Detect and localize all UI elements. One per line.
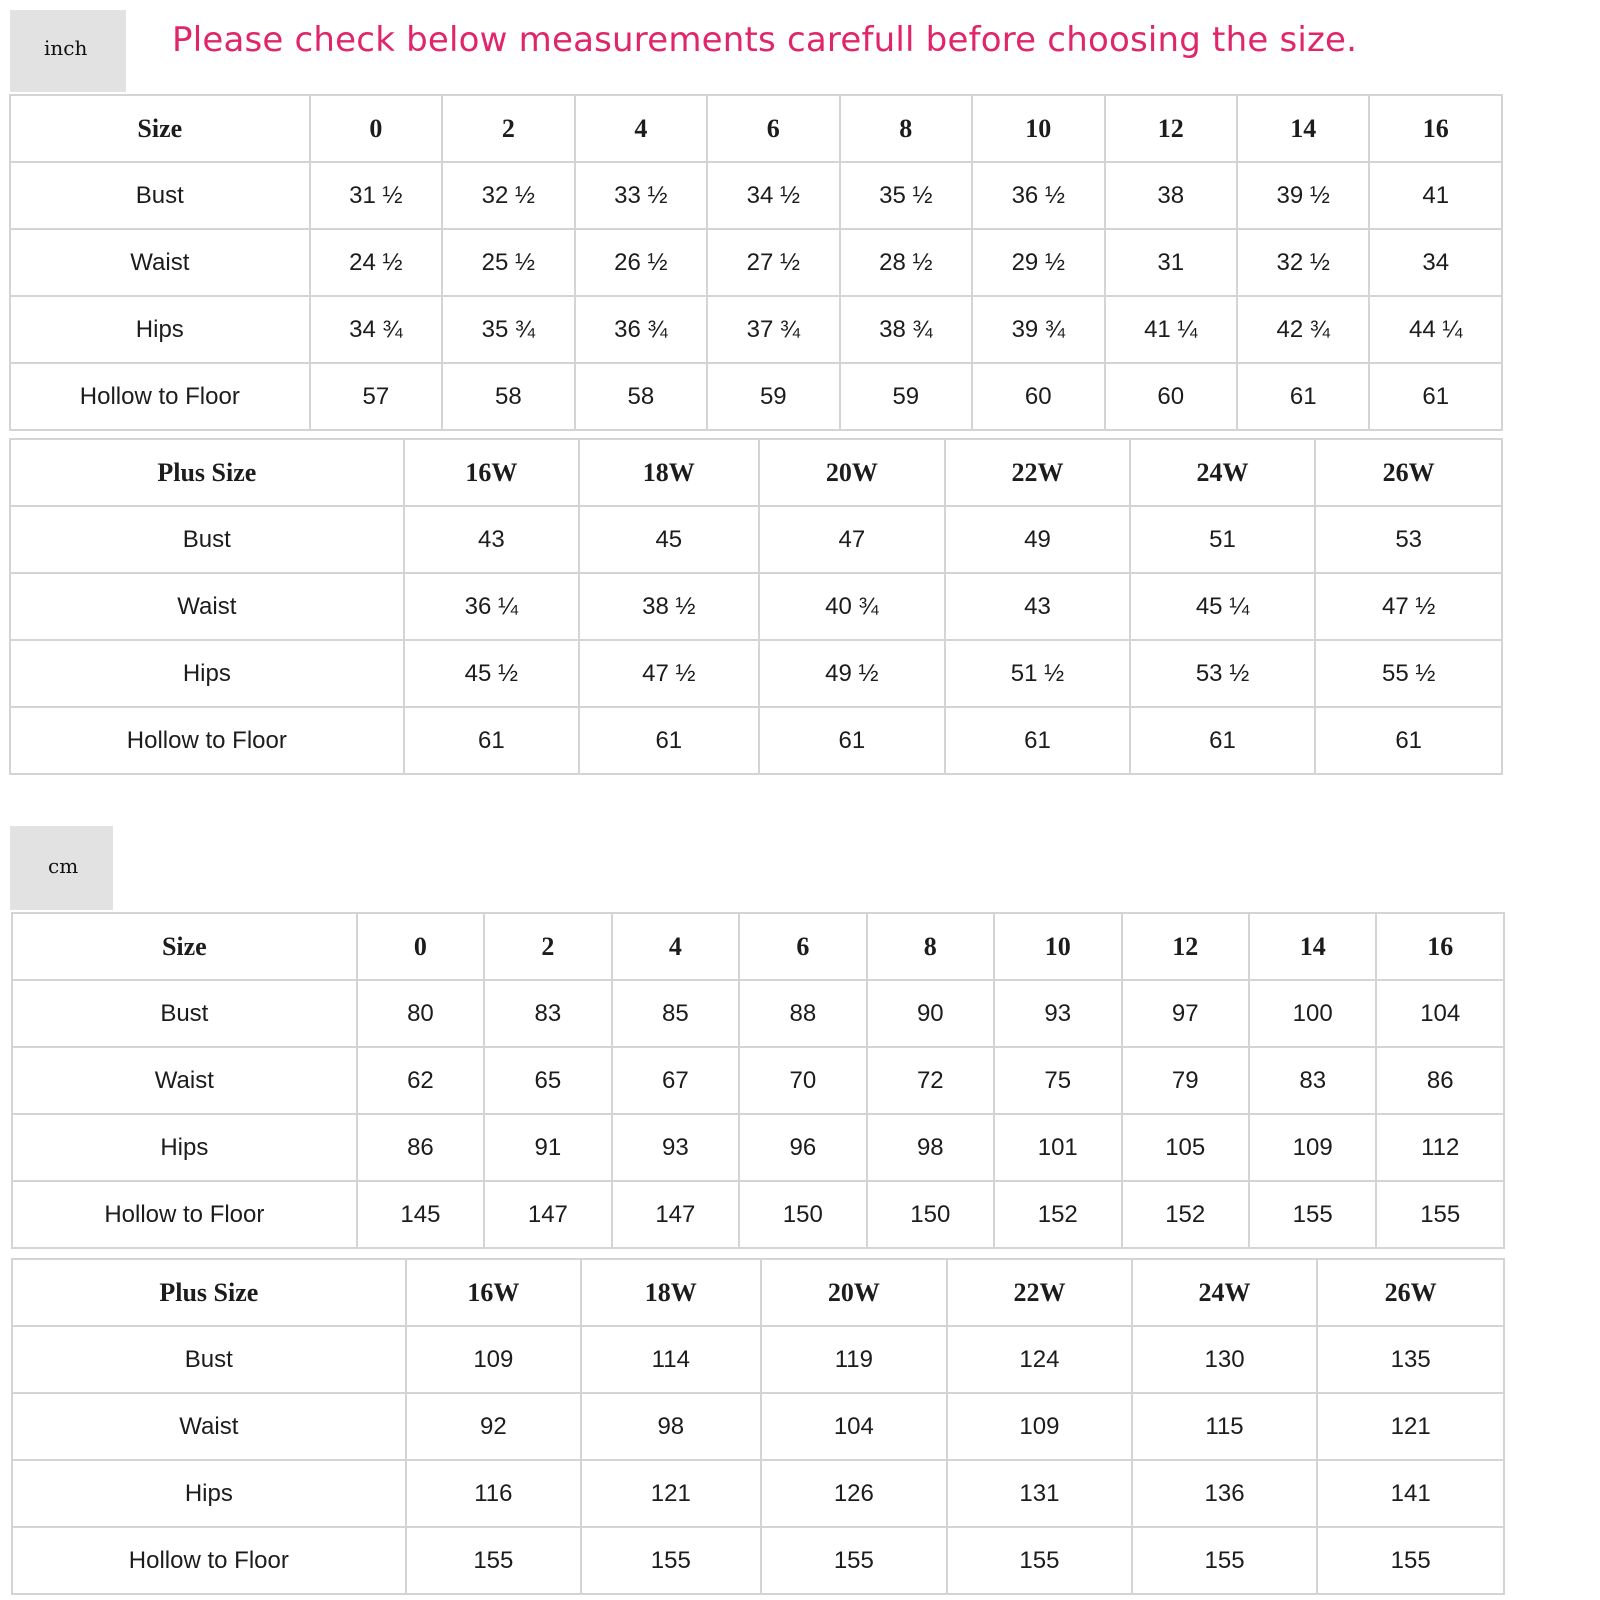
size-header-cell: 16W: [404, 439, 579, 506]
measurement-label: Hips: [10, 640, 404, 707]
measurement-value: 35 ¾: [442, 296, 574, 363]
size-header-label: Size: [12, 913, 357, 980]
measurement-value: 38 ¾: [840, 296, 972, 363]
size-header-cell: 26W: [1317, 1259, 1504, 1326]
measurement-value: 39 ½: [1237, 162, 1369, 229]
unit-tab-cm: [10, 826, 113, 910]
measurement-row: [12, 1326, 1504, 1393]
measurement-value: 33 ½: [575, 162, 707, 229]
measurement-value: 31: [1105, 229, 1237, 296]
measurement-value: 29 ½: [972, 229, 1104, 296]
measurement-value: 51: [1130, 506, 1316, 573]
size-header-cell: 18W: [579, 439, 758, 506]
unit-tab-label: inch: [44, 36, 88, 60]
size-header-cell: 8: [840, 95, 972, 162]
measurement-value: 80: [357, 980, 484, 1047]
size-header-label: Plus Size: [12, 1259, 406, 1326]
measurement-value: 61: [1130, 707, 1316, 774]
measurement-value: 93: [612, 1114, 739, 1181]
measurement-value: 104: [761, 1393, 948, 1460]
measurement-label: Hollow to Floor: [10, 363, 310, 430]
measurement-value: 35 ½: [840, 162, 972, 229]
measurement-label: Bust: [12, 980, 357, 1047]
measurement-value: 25 ½: [442, 229, 574, 296]
measurement-value: 32 ½: [1237, 229, 1369, 296]
measurement-value: 79: [1122, 1047, 1249, 1114]
measurement-value: 42 ¾: [1237, 296, 1369, 363]
measurement-value: 91: [484, 1114, 611, 1181]
measurement-label: Waist: [10, 573, 404, 640]
measurement-value: 121: [1317, 1393, 1504, 1460]
measurement-value: 36 ¼: [404, 573, 579, 640]
measurement-value: 121: [581, 1460, 760, 1527]
measurement-value: 119: [761, 1326, 948, 1393]
measurement-value: 86: [357, 1114, 484, 1181]
measurement-value: 59: [707, 363, 839, 430]
measurement-value: 62: [357, 1047, 484, 1114]
size-header-row: [10, 95, 1502, 162]
measurement-value: 104: [1376, 980, 1504, 1047]
measurement-value: 39 ¾: [972, 296, 1104, 363]
measurement-row: [10, 162, 1502, 229]
measurement-row: [10, 573, 1502, 640]
measurement-value: 105: [1122, 1114, 1249, 1181]
measurement-value: 150: [867, 1181, 994, 1248]
size-header-cell: 22W: [945, 439, 1130, 506]
measurement-row: [12, 1393, 1504, 1460]
measurement-label: Hollow to Floor: [12, 1181, 357, 1248]
measurement-value: 147: [484, 1181, 611, 1248]
measurement-value: 61: [404, 707, 579, 774]
measurement-notice: Please check below measurements carefull before choosing the size.: [172, 20, 1358, 60]
measurement-label: Hollow to Floor: [12, 1527, 406, 1594]
measurement-value: 24 ½: [310, 229, 442, 296]
size-header-label: Size: [10, 95, 310, 162]
measurement-value: 57: [310, 363, 442, 430]
measurement-value: 61: [759, 707, 946, 774]
measurement-value: 114: [581, 1326, 760, 1393]
size-header-cell: 16W: [406, 1259, 581, 1326]
measurement-value: 86: [1376, 1047, 1504, 1114]
measurement-value: 90: [867, 980, 994, 1047]
size-header-cell: 16: [1369, 95, 1502, 162]
measurement-label: Bust: [12, 1326, 406, 1393]
measurement-value: 34: [1369, 229, 1502, 296]
size-header-cell: 26W: [1315, 439, 1502, 506]
measurement-value: 96: [739, 1114, 866, 1181]
measurement-value: 155: [581, 1527, 760, 1594]
measurement-value: 126: [761, 1460, 948, 1527]
measurement-value: 38 ½: [579, 573, 758, 640]
measurement-value: 53 ½: [1130, 640, 1316, 707]
measurement-value: 92: [406, 1393, 581, 1460]
size-header-row: [12, 913, 1504, 980]
measurement-row: [10, 707, 1502, 774]
inch-standard-size-table: [9, 94, 1503, 431]
measurement-label: Bust: [10, 162, 310, 229]
size-header-cell: 4: [575, 95, 707, 162]
measurement-value: 83: [1249, 1047, 1376, 1114]
measurement-value: 150: [739, 1181, 866, 1248]
measurement-value: 98: [581, 1393, 760, 1460]
measurement-row: [10, 363, 1502, 430]
measurement-value: 155: [1376, 1181, 1504, 1248]
measurement-value: 98: [867, 1114, 994, 1181]
measurement-value: 49: [945, 506, 1130, 573]
size-header-row: [12, 1259, 1504, 1326]
size-header-cell: 8: [867, 913, 994, 980]
measurement-value: 155: [947, 1527, 1132, 1594]
measurement-value: 61: [1369, 363, 1502, 430]
measurement-label: Hips: [10, 296, 310, 363]
measurement-value: 152: [994, 1181, 1121, 1248]
inch-plus-size-table: [9, 438, 1503, 775]
measurement-value: 36 ¾: [575, 296, 707, 363]
measurement-value: 49 ½: [759, 640, 946, 707]
measurement-row: [10, 640, 1502, 707]
measurement-value: 152: [1122, 1181, 1249, 1248]
measurement-value: 145: [357, 1181, 484, 1248]
measurement-value: 58: [575, 363, 707, 430]
measurement-value: 44 ¼: [1369, 296, 1502, 363]
measurement-row: [12, 1181, 1504, 1248]
measurement-value: 37 ¾: [707, 296, 839, 363]
measurement-value: 112: [1376, 1114, 1504, 1181]
measurement-value: 65: [484, 1047, 611, 1114]
cm-plus-size-table: [11, 1258, 1505, 1595]
measurement-value: 60: [972, 363, 1104, 430]
size-header-cell: 18W: [581, 1259, 760, 1326]
measurement-value: 147: [612, 1181, 739, 1248]
measurement-value: 141: [1317, 1460, 1504, 1527]
size-header-cell: 10: [994, 913, 1121, 980]
measurement-value: 41 ¼: [1105, 296, 1237, 363]
size-header-cell: 4: [612, 913, 739, 980]
measurement-value: 61: [945, 707, 1130, 774]
size-header-cell: 2: [484, 913, 611, 980]
measurement-row: [10, 229, 1502, 296]
measurement-value: 61: [1315, 707, 1502, 774]
measurement-value: 135: [1317, 1326, 1504, 1393]
measurement-value: 115: [1132, 1393, 1318, 1460]
measurement-value: 101: [994, 1114, 1121, 1181]
size-header-cell: 24W: [1132, 1259, 1318, 1326]
size-header-cell: 14: [1249, 913, 1376, 980]
measurement-value: 32 ½: [442, 162, 574, 229]
measurement-value: 34 ½: [707, 162, 839, 229]
size-header-cell: 2: [442, 95, 574, 162]
size-header-cell: 0: [310, 95, 442, 162]
size-header-cell: 12: [1122, 913, 1249, 980]
measurement-value: 155: [1317, 1527, 1504, 1594]
size-header-cell: 22W: [947, 1259, 1132, 1326]
measurement-value: 83: [484, 980, 611, 1047]
measurement-value: 34 ¾: [310, 296, 442, 363]
size-header-cell: 6: [739, 913, 866, 980]
measurement-value: 36 ½: [972, 162, 1104, 229]
measurement-row: [12, 980, 1504, 1047]
measurement-value: 61: [1237, 363, 1369, 430]
measurement-label: Hollow to Floor: [10, 707, 404, 774]
measurement-row: [10, 296, 1502, 363]
measurement-value: 58: [442, 363, 574, 430]
size-header-cell: 20W: [761, 1259, 948, 1326]
measurement-value: 38: [1105, 162, 1237, 229]
measurement-value: 155: [406, 1527, 581, 1594]
measurement-value: 26 ½: [575, 229, 707, 296]
cm-standard-size-table: [11, 912, 1505, 1249]
size-header-cell: 14: [1237, 95, 1369, 162]
measurement-label: Bust: [10, 506, 404, 573]
measurement-value: 109: [947, 1393, 1132, 1460]
measurement-label: Hips: [12, 1460, 406, 1527]
measurement-value: 131: [947, 1460, 1132, 1527]
measurement-value: 47: [759, 506, 946, 573]
measurement-value: 109: [1249, 1114, 1376, 1181]
measurement-value: 155: [1132, 1527, 1318, 1594]
measurement-label: Waist: [10, 229, 310, 296]
measurement-value: 51 ½: [945, 640, 1130, 707]
size-header-cell: 10: [972, 95, 1104, 162]
measurement-row: [12, 1114, 1504, 1181]
measurement-value: 31 ½: [310, 162, 442, 229]
measurement-value: 55 ½: [1315, 640, 1502, 707]
measurement-value: 67: [612, 1047, 739, 1114]
measurement-value: 124: [947, 1326, 1132, 1393]
measurement-value: 41: [1369, 162, 1502, 229]
measurement-value: 45: [579, 506, 758, 573]
measurement-value: 60: [1105, 363, 1237, 430]
measurement-value: 47 ½: [579, 640, 758, 707]
measurement-value: 116: [406, 1460, 581, 1527]
size-header-cell: 12: [1105, 95, 1237, 162]
measurement-value: 70: [739, 1047, 866, 1114]
measurement-row: [12, 1460, 1504, 1527]
measurement-value: 61: [579, 707, 758, 774]
size-header-label: Plus Size: [10, 439, 404, 506]
measurement-value: 155: [1249, 1181, 1376, 1248]
measurement-label: Waist: [12, 1047, 357, 1114]
size-header-row: [10, 439, 1502, 506]
measurement-value: 85: [612, 980, 739, 1047]
measurement-value: 130: [1132, 1326, 1318, 1393]
measurement-label: Hips: [12, 1114, 357, 1181]
unit-tab-inch: [10, 10, 126, 92]
measurement-value: 75: [994, 1047, 1121, 1114]
measurement-value: 27 ½: [707, 229, 839, 296]
measurement-value: 43: [945, 573, 1130, 640]
measurement-value: 100: [1249, 980, 1376, 1047]
size-header-cell: 16: [1376, 913, 1504, 980]
measurement-value: 43: [404, 506, 579, 573]
measurement-value: 93: [994, 980, 1121, 1047]
measurement-value: 59: [840, 363, 972, 430]
measurement-value: 136: [1132, 1460, 1318, 1527]
size-header-cell: 20W: [759, 439, 946, 506]
measurement-value: 45 ¼: [1130, 573, 1316, 640]
measurement-value: 45 ½: [404, 640, 579, 707]
measurement-value: 53: [1315, 506, 1502, 573]
measurement-row: [12, 1527, 1504, 1594]
measurement-value: 72: [867, 1047, 994, 1114]
measurement-value: 40 ¾: [759, 573, 946, 640]
measurement-value: 97: [1122, 980, 1249, 1047]
measurement-value: 28 ½: [840, 229, 972, 296]
measurement-label: Waist: [12, 1393, 406, 1460]
measurement-value: 47 ½: [1315, 573, 1502, 640]
measurement-value: 155: [761, 1527, 948, 1594]
measurement-row: [10, 506, 1502, 573]
unit-tab-label: cm: [48, 854, 79, 878]
measurement-value: 109: [406, 1326, 581, 1393]
size-header-cell: 6: [707, 95, 839, 162]
measurement-value: 88: [739, 980, 866, 1047]
measurement-row: [12, 1047, 1504, 1114]
size-header-cell: 0: [357, 913, 484, 980]
size-header-cell: 24W: [1130, 439, 1316, 506]
